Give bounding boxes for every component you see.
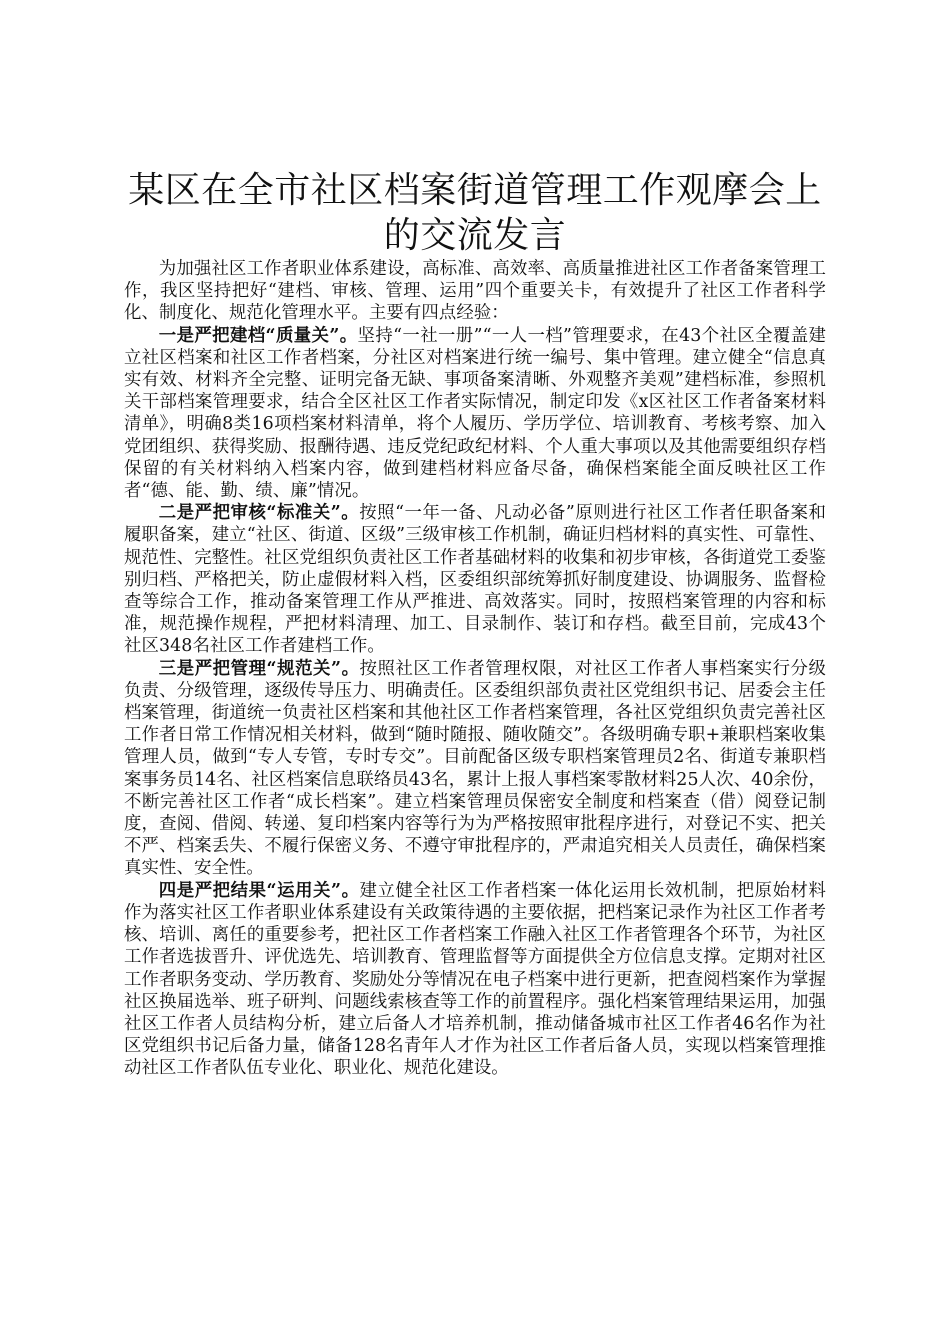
section-lead-4: 四是严把结果“运用关”。 bbox=[158, 880, 360, 901]
section-lead-3: 三是严把管理“规范关”。 bbox=[158, 658, 360, 679]
section-body-4: 建立健全社区工作者档案一体化运用长效机制，把原始材料作为落实社区工作者职业体系建设有关政策待遇的主要依据，把档案记录作为社区工作者考核、培训、离任的重要参考，把社区工作者档案工作融入社区工作者管理各个环节，为社区工作者选拔晋升、评优选先、培训教育、管理监督等方面提供全方位信息支撑。定期对社区工作者职务变动、学历教育、奖励处分等情况在电子档案中进行更新，把查阅档案作为掌握社区换届选举、班子研判、问题线索核查等工作的前置程序。强化档案管理结果运用，加强社区工作者人员结构分析，建立后备人才培养机制，推动储备城市社区工作者46名作为社区党组织书记后备力量，储备128名青年人才作为社区工作者后备人员，实现以档案管理推动社区工作者队伍专业化、职业化、规范化建设。 bbox=[124, 880, 826, 1079]
section-body-3: 按照社区工作者管理权限，对社区工作者人事档案实行分级负责、分级管理，逐级传导压力、明确责任。区委组织部负责社区党组织书记、居委会主任档案管理，街道统一负责社区档案和其他社区工作者档案管理，各社区党组织负责完善社区工作者日常工作情况相关材料，做到“随时随报、随收随交”。各级明确专职+兼职档案收集管理人员，做到“专人专管，专时专交”。目前配备区级专职档案管理员2名、街道专兼职档案事务员14名、社区档案信息联络员43名，累计上报人事档案零散材料25人次、40余份，不断完善社区工作者“成长档案”。建立档案管理员保密安全制度和档案查（借）阅登记制度，查阅、借阅、转递、复印档案内容等行为为严格按照审批程序进行，对登记不实、把关不严、档案丢失、不履行保密义务、不遵守审批程序的，严肃追究相关人员责任，确保档案真实性、安全性。 bbox=[124, 658, 826, 879]
section-lead-2: 二是严把审核“标准关”。 bbox=[158, 503, 360, 524]
section-body-2: 按照“一年一备、凡动必备”原则进行社区工作者任职备案和履职备案，建立“社区、街道、区级”三级审核工作机制，确证归档材料的真实性、可靠性、规范性、完整性。社区党组织负责社区工作者基础材料的收集和初步审核，各街道党工委鉴别归档、严格把关，防止虚假材料入档，区委组织部统筹抓好制度建设、协调服务、监督检查等综合工作，推动备案管理工作从严推进、高效落实。同时，按照档案管理的内容和标准，规范操作规程，严把材料清理、加工、目录制作、装订和存档。截至目前，完成43个社区348名社区工作者建档工作。 bbox=[124, 503, 826, 657]
document-page bbox=[124, 168, 826, 1080]
section-paragraph-2 bbox=[124, 502, 826, 657]
section-paragraph-1 bbox=[124, 325, 826, 503]
section-lead-1: 一是严把建档“质量关”。 bbox=[158, 325, 358, 346]
section-body-1: 坚持“一社一册”“一人一档”管理要求，在43个社区全覆盖建立社区档案和社区工作者档案，分社区对档案进行统一编号、集中管理。建立健全“信息真实有效、材料齐全完整、证明完备无缺、事项备案清晰、外观整齐美观”建档标准，参照机关干部档案管理要求，结合全区社区工作者实际情况，制定印发《x区社区工作者备案材料清单》，明确8类16项档案材料清单，将个人履历、学历学位、培训教育、考核考察、加入党团组织、获得奖励、报酬待遇、违反党纪政纪材料、个人重大事项以及其他需要组织存档保留的有关材料纳入档案内容，做到建档材料应备尽备，确保档案能全面反映社区工作者“德、能、勤、绩、廉”情况。 bbox=[124, 325, 826, 502]
intro-paragraph: 为加强社区工作者职业体系建设，高标准、高效率、高质量推进社区工作者备案管理工作，我区坚持把好“建档、审核、管理、运用”四个重要关卡，有效提升了社区工作者科学化、制度化、规范化管理水平。主要有四点经验： bbox=[124, 259, 826, 324]
section-paragraph-4 bbox=[124, 880, 826, 1080]
document-title: 某区在全市社区档案街道管理工作观摩会上的交流发言 bbox=[128, 170, 822, 256]
section-paragraph-3 bbox=[124, 658, 826, 880]
